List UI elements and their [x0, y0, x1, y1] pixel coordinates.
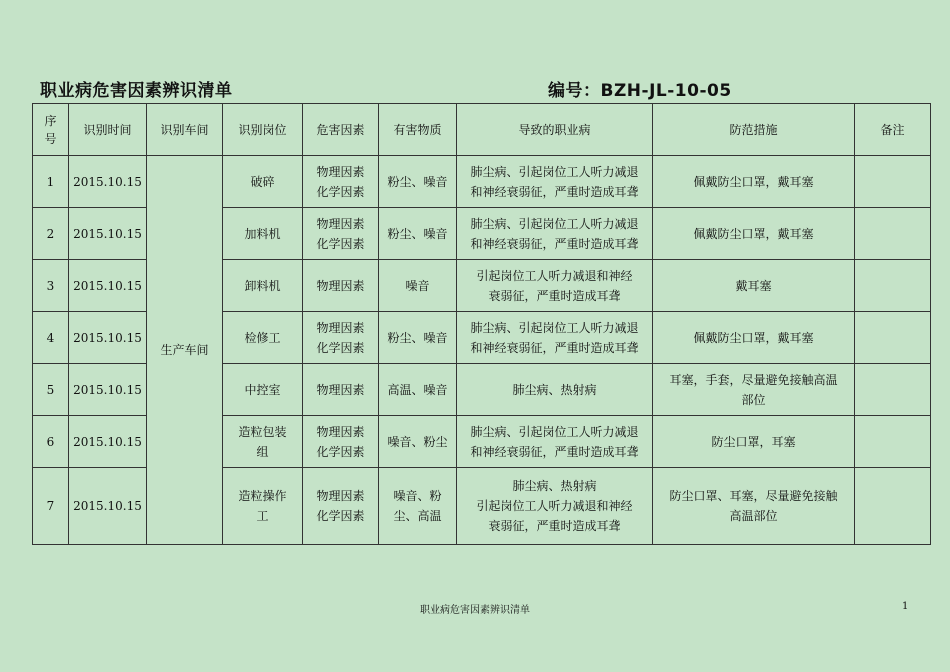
- cell-line: 尘、高温: [393, 509, 442, 523]
- row-date: 2015.10.15: [69, 260, 147, 312]
- row-disease: [457, 468, 653, 545]
- cell-line: 防尘口罩，耳塞: [711, 434, 796, 449]
- row-no: 6: [33, 416, 69, 468]
- row-factor: [303, 260, 379, 312]
- cell-line: 戴耳塞: [735, 278, 772, 293]
- cell-line: 噪音、粉尘: [387, 434, 448, 449]
- cell-line: 卸料机: [244, 278, 281, 293]
- row-factor: [303, 312, 379, 364]
- cell-line: 化学因素: [316, 444, 365, 459]
- header-factor: 危害因素: [303, 104, 379, 156]
- row-factor: [303, 156, 379, 208]
- row-no: 1: [33, 156, 69, 208]
- row-factor: [303, 364, 379, 416]
- row-date: 2015.10.15: [69, 364, 147, 416]
- header-workshop: 识别车间: [147, 104, 223, 156]
- row-date: 2015.10.15: [69, 312, 147, 364]
- row-date: 2015.10.15: [69, 156, 147, 208]
- cell-line: 物理因素: [316, 382, 365, 397]
- row-no: 5: [33, 364, 69, 416]
- row-post: [223, 208, 303, 260]
- cell-line: 防尘口罩、耳塞，尽量避免接触: [669, 489, 838, 503]
- row-substance: [379, 260, 457, 312]
- row-no: 4: [33, 312, 69, 364]
- cell-line: 粉尘、噪音: [387, 226, 448, 241]
- row-date: 2015.10.15: [69, 468, 147, 545]
- row-disease: [457, 208, 653, 260]
- header-substance: 有害物质: [379, 104, 457, 156]
- row-remark: [855, 312, 931, 364]
- cell-line: 肺尘病、热射病: [512, 479, 597, 493]
- row-remark: [855, 416, 931, 468]
- cell-line: 和神经衰弱征，严重时造成耳聋: [470, 236, 639, 251]
- cell-line: 引起岗位工人听力减退和神经: [476, 499, 633, 513]
- cell-line: 物理因素: [316, 489, 365, 503]
- cell-line: 物理因素: [316, 278, 365, 293]
- cell-line: 高温、噪音: [387, 382, 448, 397]
- cell-line: 肺尘病、引起岗位工人听力减退: [470, 320, 639, 335]
- header-post: 识别岗位: [223, 104, 303, 156]
- row-remark: [855, 364, 931, 416]
- row-post: [223, 260, 303, 312]
- cell-line: 检修工: [244, 330, 281, 345]
- table-header-row: [33, 104, 931, 156]
- cell-line: 噪音: [405, 278, 430, 293]
- row-measures: [653, 468, 855, 545]
- cell-line: 工: [256, 509, 269, 523]
- row-no: 3: [33, 260, 69, 312]
- cell-line: 佩戴防尘口罩，戴耳塞: [693, 174, 814, 189]
- row-measures: [653, 416, 855, 468]
- row-remark: [855, 208, 931, 260]
- row-factor: [303, 468, 379, 545]
- row-measures: [653, 260, 855, 312]
- cell-line: 物理因素: [316, 320, 365, 335]
- row-remark: [855, 156, 931, 208]
- cell-line: 高温部位: [729, 509, 778, 523]
- row-post: [223, 312, 303, 364]
- row-disease: [457, 260, 653, 312]
- cell-line: 衰弱征，严重时造成耳聋: [488, 288, 621, 303]
- row-factor: [303, 208, 379, 260]
- cell-line: 和神经衰弱征，严重时造成耳聋: [470, 184, 639, 199]
- header-disease: 导致的职业病: [457, 104, 653, 156]
- row-date: 2015.10.15: [69, 208, 147, 260]
- cell-line: 耳塞，手套，尽量避免接触高温: [669, 372, 838, 387]
- row-disease: [457, 312, 653, 364]
- cell-line: 粉尘、噪音: [387, 174, 448, 189]
- cell-line: 肺尘病、引起岗位工人听力减退: [470, 216, 639, 231]
- cell-line: 和神经衰弱征，严重时造成耳聋: [470, 444, 639, 459]
- page-footer: 职业病危害因素辨识清单: [420, 605, 530, 616]
- cell-line: 组: [256, 444, 269, 459]
- row-disease: [457, 416, 653, 468]
- cell-line: 肺尘病、热射病: [512, 382, 597, 397]
- cell-line: 和神经衰弱征，严重时造成耳聋: [470, 340, 639, 355]
- cell-line: 引起岗位工人听力减退和神经: [476, 268, 633, 283]
- row-factor: [303, 416, 379, 468]
- row-post: [223, 468, 303, 545]
- cell-line: 衰弱征，严重时造成耳聋: [488, 519, 621, 533]
- cell-line: 物理因素: [316, 216, 365, 231]
- cell-line: 噪音、粉: [393, 489, 442, 503]
- page-number: 1: [902, 601, 909, 612]
- header-date: 识别时间: [69, 104, 147, 156]
- header-remark: 备注: [855, 104, 931, 156]
- cell-line: 物理因素: [316, 164, 365, 179]
- cell-line: 粉尘、噪音: [387, 330, 448, 345]
- row-post: [223, 416, 303, 468]
- row-remark: [855, 468, 931, 545]
- row-measures: [653, 208, 855, 260]
- header-no: 序号: [33, 104, 69, 156]
- row-substance: [379, 312, 457, 364]
- table-row: [33, 156, 931, 208]
- cell-line: 化学因素: [316, 509, 365, 523]
- cell-line: 中控室: [244, 382, 281, 397]
- document-title: 职业病危害因素辨识清单: [40, 81, 233, 101]
- cell-line: 佩戴防尘口罩，戴耳塞: [693, 330, 814, 345]
- row-measures: [653, 312, 855, 364]
- row-substance: [379, 208, 457, 260]
- hazard-table: [32, 103, 931, 545]
- row-measures: [653, 364, 855, 416]
- cell-line: 造粒操作: [238, 489, 287, 503]
- header-measures: 防范措施: [653, 104, 855, 156]
- row-substance: [379, 416, 457, 468]
- row-post: [223, 364, 303, 416]
- row-remark: [855, 260, 931, 312]
- row-no: 2: [33, 208, 69, 260]
- cell-line: 化学因素: [316, 184, 365, 199]
- cell-line: 物理因素: [316, 424, 365, 439]
- cell-line: 加料机: [244, 226, 281, 241]
- cell-line: 造粒包装: [238, 424, 287, 439]
- row-date: 2015.10.15: [69, 416, 147, 468]
- row-measures: [653, 156, 855, 208]
- row-substance: [379, 156, 457, 208]
- row-substance: [379, 468, 457, 545]
- document-code: 编号：BZH-JL-10-05: [548, 81, 732, 101]
- cell-line: 破碎: [250, 174, 275, 189]
- cell-line: 佩戴防尘口罩，戴耳塞: [693, 226, 814, 241]
- row-disease: [457, 364, 653, 416]
- row-substance: [379, 364, 457, 416]
- row-no: 7: [33, 468, 69, 545]
- row-workshop: 生产车间: [147, 156, 223, 545]
- row-disease: [457, 156, 653, 208]
- row-post: [223, 156, 303, 208]
- cell-line: 化学因素: [316, 340, 365, 355]
- cell-line: 肺尘病、引起岗位工人听力减退: [470, 164, 639, 179]
- cell-line: 肺尘病、引起岗位工人听力减退: [470, 424, 639, 439]
- cell-line: 化学因素: [316, 236, 365, 251]
- cell-line: 部位: [741, 392, 766, 407]
